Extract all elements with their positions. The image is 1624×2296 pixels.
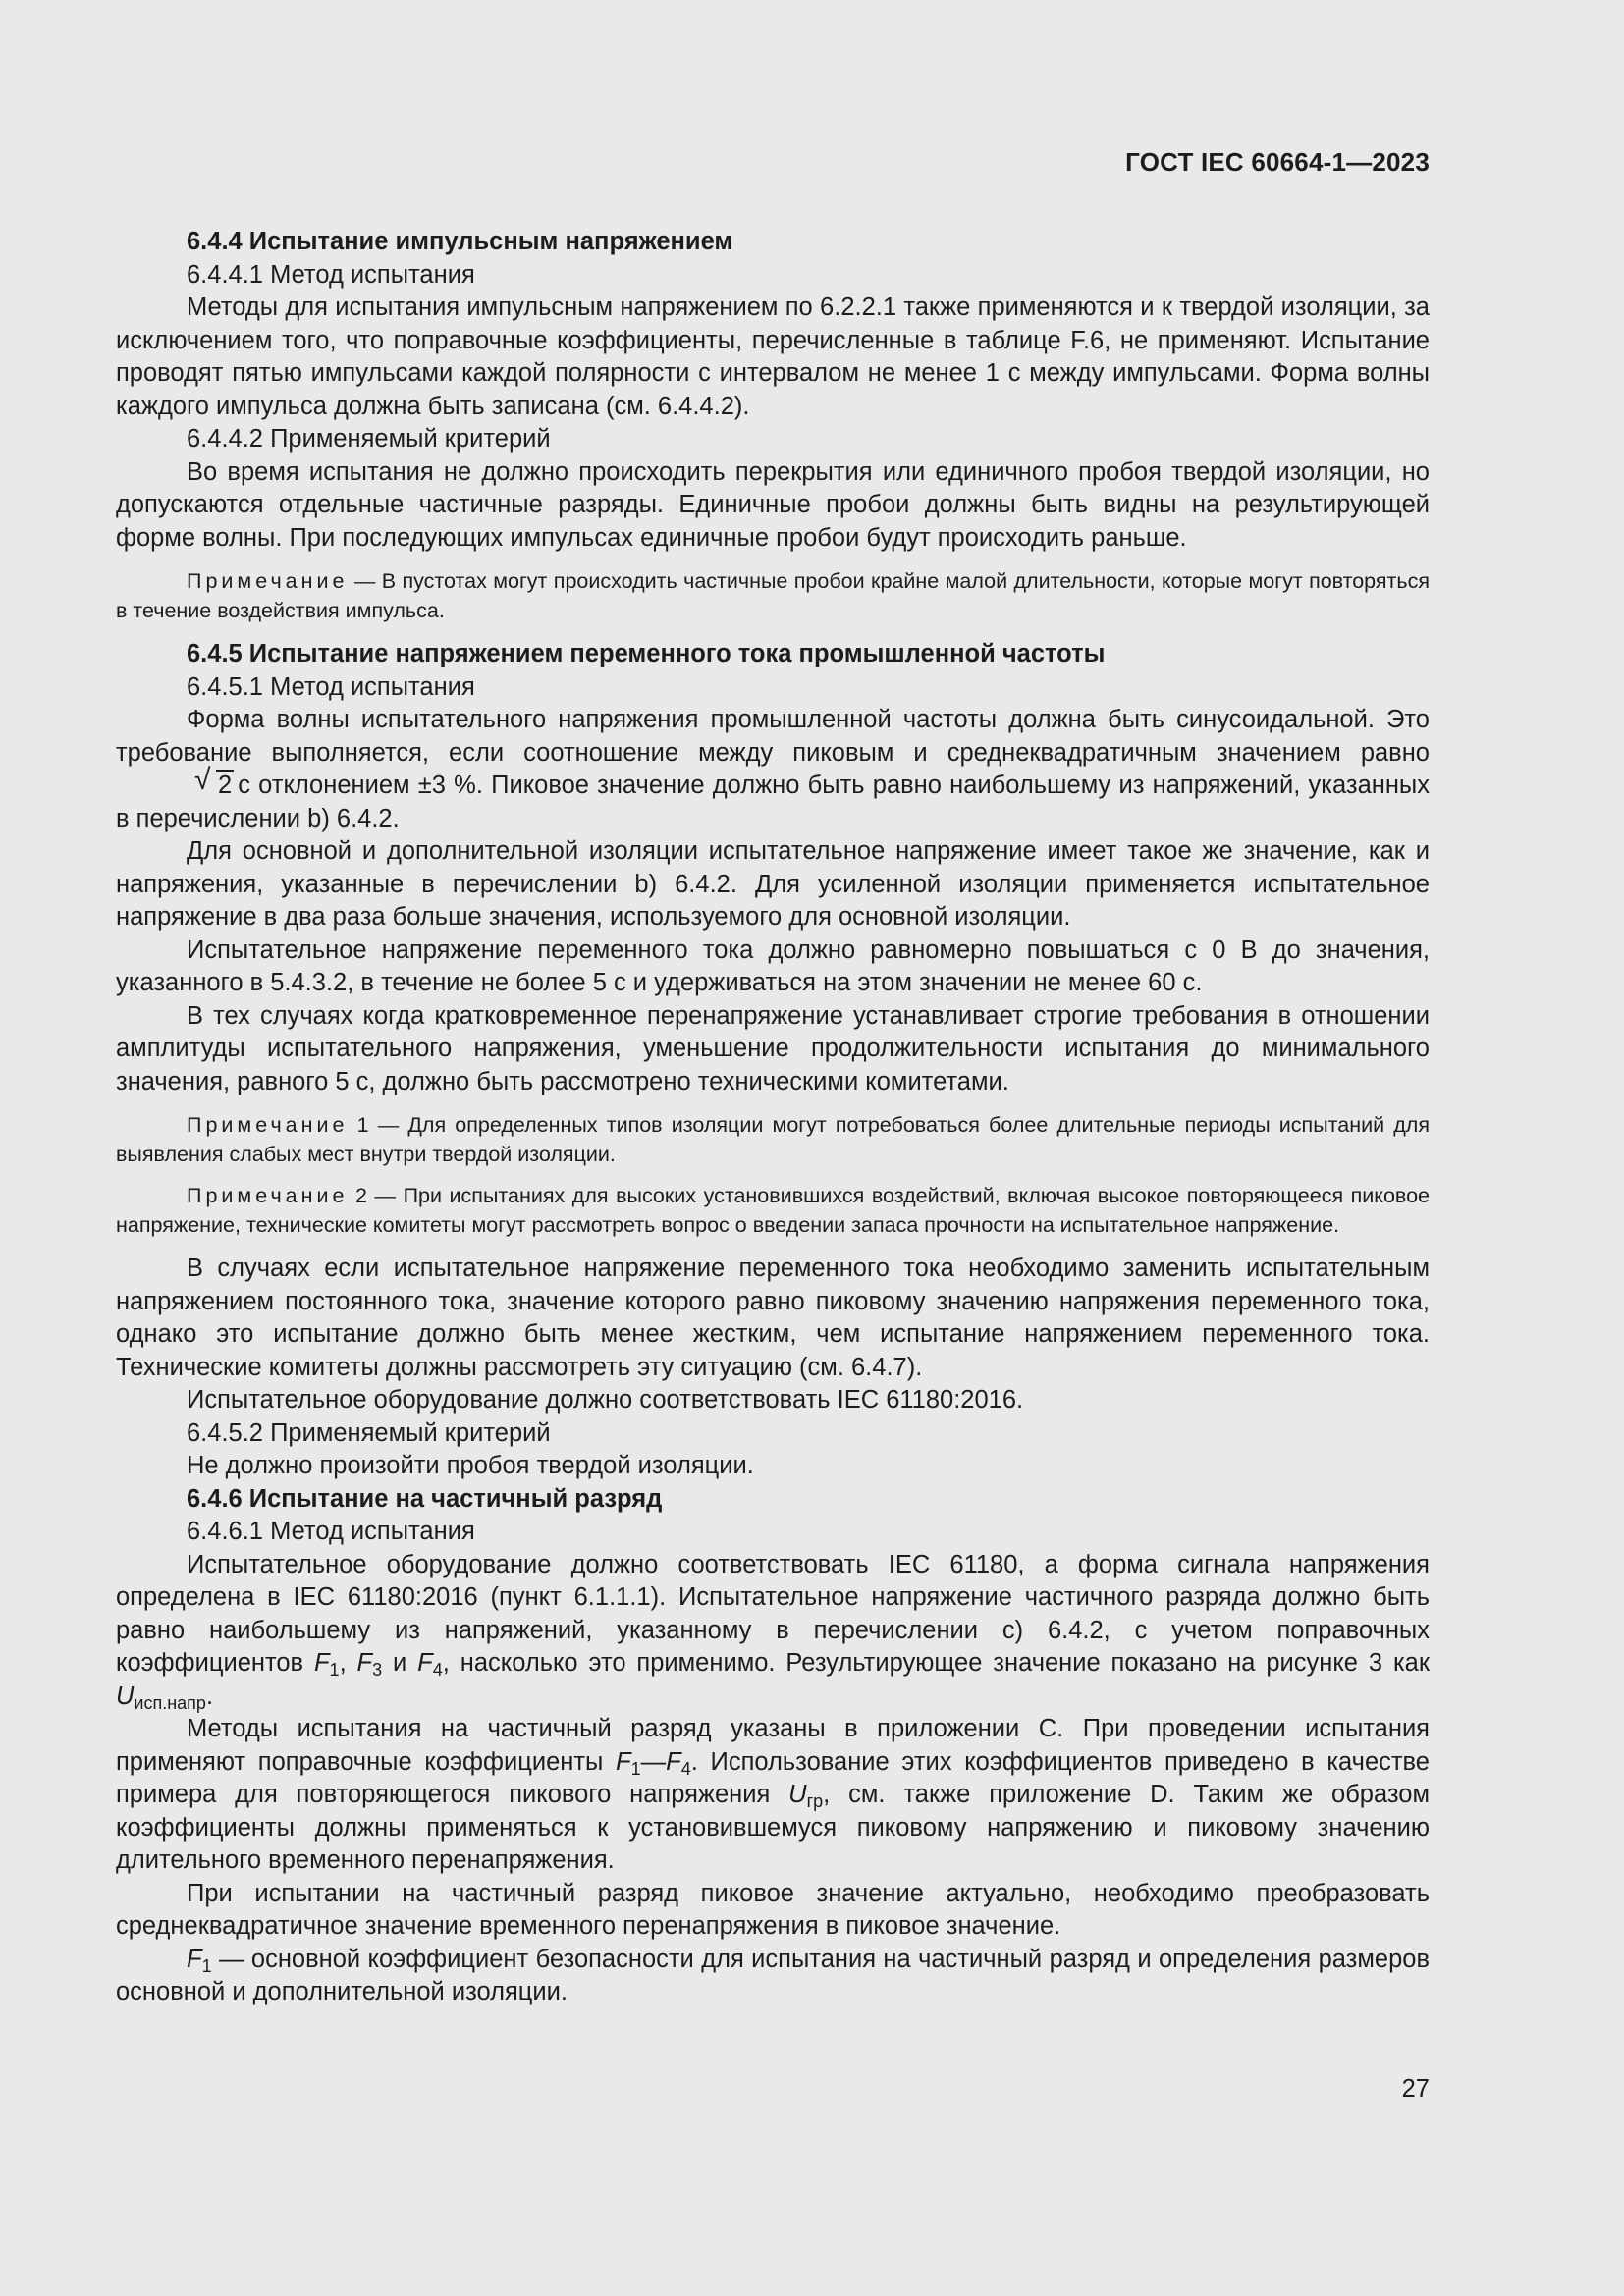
paragraph: В тех случаях когда кратковременное перенапряжение устанавливает строгие требования в отношении амплитуды испытательного напряжения, уменьшение продолжительности испытания до минимального значения, равного 5 с, должно быть рассмотрено техническими комитетами. [116, 1001, 1430, 1095]
note-label: Примечание [187, 1113, 349, 1137]
page-number: 27 [1401, 2075, 1430, 2103]
note-2 [116, 1182, 1430, 1240]
note-label: Примечание [187, 1184, 349, 1207]
sqrt-symbol: √ 2 [194, 764, 233, 799]
subsection-6-4-4-2: 6.4.4.2 Применяемый критерий [187, 425, 551, 453]
section-heading-6-4-5: 6.4.5 Испытание напряжением переменного тока промышленной частоты [187, 640, 1106, 667]
paragraph-methods: Методы испытания на частичный разряд указаны в приложении С. При проведении испытания применяют поправочные коэффициенты $F_1—F_4$. Использование этих коэффициентов приведено в качестве примера для повторяющегося пикового напряжения $U_{гр}$, см. также приложение D. Таким же образом коэффициенты должны применяться к установившемуся пиковому напряжению и пиковому значению длительного временного перенапряжения. [116, 1715, 1431, 1874]
paragraph-sqrt: Форма волны испытательного напряжения промышленной частоты должна быть синусоидальной. Это требование выполняется, если соотношение между пиковым и среднеквадратичным значением равно √ 2 с отклонением ±3 %. Пиковое значение должно быть равно наибольшему из напряжений, указанных в перечислении b) 6.4.2. [116, 706, 1430, 832]
section-heading-6-4-4: 6.4.4 Испытание импульсным напряжением [187, 228, 733, 255]
note-text: 2 — При испытаниях для высоких установившихся воздействий, включая высокое повторяющееся пиковое напряжение, технические комитеты могут рассмотреть вопрос о введении запаса прочности на испытательное напряжение. [116, 1184, 1430, 1237]
paragraph: Для основной и дополнительной изоляции испытательное напряжение имеет такое же значение, как и напряжения, указанные в перечислении b) 6.4.2. Для усиленной изоляции применяется испытательное напряжение в два раза больше значения, используемого для основной изоляции. [116, 837, 1430, 931]
paragraph-f1: $F_1$ — основной коэффициент безопасности для испытания на частичный разряд и определения размеров основной и дополнительной изоляции. [116, 1945, 1430, 2005]
note-1 [116, 1111, 1430, 1169]
paragraph: Методы для испытания импульсным напряжением по 6.2.2.1 также применяются и к твердой изоляции, за исключением того, что поправочные коэффициенты, перечисленные в таблице F.6, не применяют. Испытание проводят пятью импульсами каждой полярности с интервалом не менее 1 с между импульсами. Форма волны каждого импульса должна быть записана (см. 6.4.4.2). [116, 294, 1430, 420]
note [116, 567, 1430, 625]
subsection-6-4-5-2: 6.4.5.2 Применяемый критерий [187, 1418, 551, 1447]
paragraph: Испытательное напряжение переменного тока должно равномерно повышаться с 0 В до значения, указанного в 5.4.3.2, в течение не более 5 с и удерживаться на этом значении не менее 60 с. [116, 935, 1430, 996]
paragraph: При испытании на частичный разряд пиковое значение актуально, необходимо преобразовать среднеквадратичное значение временного перенапряжения в пиковое значение. [116, 1879, 1430, 1940]
paragraph: Испытательное оборудование должно соответствовать IEC 61180:2016. [187, 1386, 1024, 1414]
note-text: 1 — Для определенных типов изоляции могут потребоваться более длительные периоды испытаний для выявления слабых мест внутри твердой изоляции. [116, 1113, 1430, 1166]
paragraph-coefficients: Испытательное оборудование должно соответствовать IEC 61180, а форма сигнала напряжения определена в IEC 61180:2016 (пункт 6.1.1.1). Испытательное напряжение частичного разряда должно быть равно наибольшему из напряжений, указанному в перечислении c) 6.4.2, с учетом поправочных коэффициентов $F_1$, $F_3$ и $F_4$, насколько это применимо. Результирующее значение показано на рисунке 3 как $U_{исп.напр}$. [116, 1550, 1430, 1713]
subsection-6-4-4-1: 6.4.4.1 Метод испытания [187, 260, 475, 289]
paragraph: Не должно произойти пробоя твердой изоляции. [187, 1452, 754, 1479]
document-id-header: ГОСТ IEC 60664-1—2023 [1125, 147, 1430, 177]
page-content [116, 226, 1430, 2009]
subsection-6-4-5-1: 6.4.5.1 Метод испытания [187, 672, 475, 701]
section-heading-6-4-6: 6.4.6 Испытание на частичный разряд [187, 1484, 663, 1513]
paragraph: Во время испытания не должно происходить перекрытия или единичного пробоя твердой изоляции, но допускаются отдельные частичные разряды. Единичные пробои должны быть видны на результирующей форме волны. При последующих импульсах единичные пробои будут происходить раньше. [116, 457, 1430, 552]
paragraph: В случаях если испытательное напряжение переменного тока необходимо заменить испытательным напряжением постоянного тока, значение которого равно пиковому значению напряжения переменного тока, однако это испытание должно быть менее жестким, чем испытание напряжением переменного тока. Технические комитеты должны рассмотреть эту ситуацию (см. 6.4.7). [116, 1255, 1430, 1381]
subsection-6-4-6-1: 6.4.6.1 Метод испытания [187, 1518, 475, 1545]
note-text: — В пустотах могут происходить частичные пробои крайне малой длительности, которые могут повторяться в течение воздействия импульса. [116, 569, 1430, 622]
note-label: Примечание [187, 569, 349, 593]
